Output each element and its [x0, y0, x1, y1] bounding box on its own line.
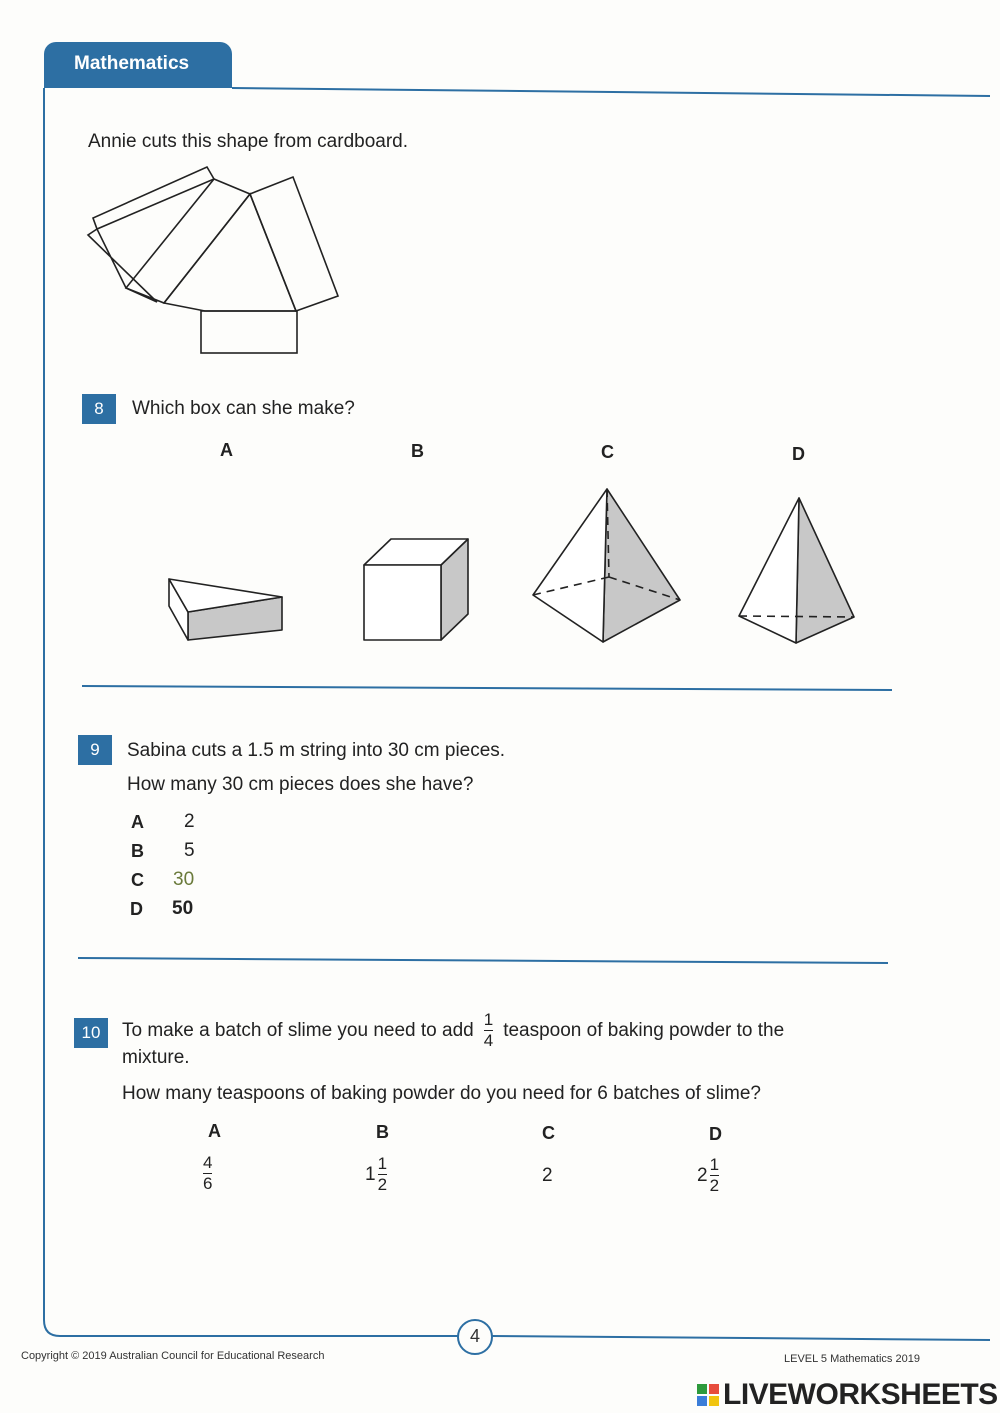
q10-option-c-label[interactable]: C: [542, 1123, 555, 1143]
q9-option-d-value[interactable]: 50: [172, 898, 194, 919]
q10-b-den: 2: [377, 1175, 388, 1194]
q9-option-c-value[interactable]: 30: [173, 869, 195, 890]
q10-option-b-value[interactable]: [365, 1154, 387, 1195]
question-10-line1: [122, 1010, 784, 1051]
cardboard-net-figure: [80, 160, 360, 360]
q10-a-den: 6: [203, 1174, 213, 1193]
q8-option-d-shape[interactable]: [730, 490, 865, 650]
q8-option-b-shape[interactable]: [355, 530, 475, 650]
q8-option-b-label[interactable]: B: [411, 441, 424, 461]
question-10-number: 10: [74, 1018, 108, 1048]
question-8-number: 8: [82, 394, 116, 424]
q10-option-a-label[interactable]: A: [208, 1121, 221, 1141]
question-10-line2: How many teaspoons of baking powder do you need for 6 batches of slime?: [122, 1083, 761, 1104]
page-number: 4: [469, 1326, 480, 1346]
q9-option-b-label[interactable]: B: [131, 841, 144, 861]
net-base-triangle: [164, 194, 296, 311]
q10-option-d-label[interactable]: D: [709, 1124, 722, 1144]
question-9-line2: How many 30 cm pieces does she have?: [127, 774, 474, 795]
q10-d-den: 2: [709, 1176, 720, 1195]
q8-option-c-label[interactable]: C: [601, 442, 614, 462]
q10-d-whole: 2: [697, 1164, 708, 1186]
q10-b-num: 1: [377, 1154, 388, 1173]
q10-option-c-value[interactable]: [542, 1165, 555, 1187]
liveworksheets-logo[interactable]: [697, 1378, 998, 1412]
net-side-flap: [88, 229, 157, 302]
logo-icon: [697, 1384, 719, 1406]
q9-option-b-value[interactable]: 5: [184, 840, 195, 861]
q10-a-num: 4: [203, 1153, 213, 1172]
q8-option-d-label[interactable]: D: [792, 444, 805, 464]
q10-b-whole: 1: [365, 1163, 376, 1185]
q8-option-c-shape[interactable]: [525, 480, 690, 650]
frame-bottom-line: [492, 1336, 990, 1340]
q10-d-num: 1: [709, 1155, 720, 1174]
net-right-rect: [250, 177, 338, 311]
q10-text-before: To make a batch of slime you need to add: [122, 1019, 474, 1041]
copyright-text: Copyright © 2019 Australian Council for Educational Research: [21, 1350, 325, 1362]
divider-1: [82, 686, 892, 690]
question-9-number: 9: [78, 735, 112, 765]
q10-option-d-value[interactable]: [697, 1155, 719, 1196]
question-8-text: Which box can she make?: [132, 398, 355, 419]
question-9-line1: Sabina cuts a 1.5 m string into 30 cm pieces.: [127, 740, 506, 761]
level-text: LEVEL 5 Mathematics 2019: [784, 1353, 920, 1365]
q9-option-c-label[interactable]: C: [131, 870, 144, 890]
net-left-rect: [126, 179, 250, 303]
divider-2: [78, 958, 888, 963]
q10-c-whole: 2: [542, 1165, 553, 1186]
frame-top-line: [232, 88, 990, 96]
q10-option-b-label[interactable]: B: [376, 1122, 389, 1142]
intro-text: Annie cuts this shape from cardboard.: [88, 131, 409, 152]
subject-tab: Mathematics: [44, 42, 232, 88]
q8-option-a-shape[interactable]: [160, 570, 290, 645]
q9-option-a-value[interactable]: 2: [184, 811, 195, 832]
q8-option-a-label[interactable]: A: [220, 440, 233, 460]
q10-option-a-value[interactable]: [203, 1153, 212, 1194]
q10-fraction-num: 1: [483, 1010, 494, 1029]
q10-text-after: teaspoon of baking powder to the: [503, 1019, 785, 1041]
q10-fraction: [484, 1010, 493, 1051]
q9-option-a-label[interactable]: A: [131, 812, 144, 832]
net-bottom-rect: [201, 311, 297, 353]
logo-text: LIVEWORKSHEETS: [723, 1378, 998, 1411]
q9-option-d-label[interactable]: D: [130, 899, 143, 919]
q10-fraction-den: 4: [483, 1031, 494, 1050]
net-top-flap: [93, 167, 214, 229]
question-10-line1b: mixture.: [122, 1047, 190, 1068]
